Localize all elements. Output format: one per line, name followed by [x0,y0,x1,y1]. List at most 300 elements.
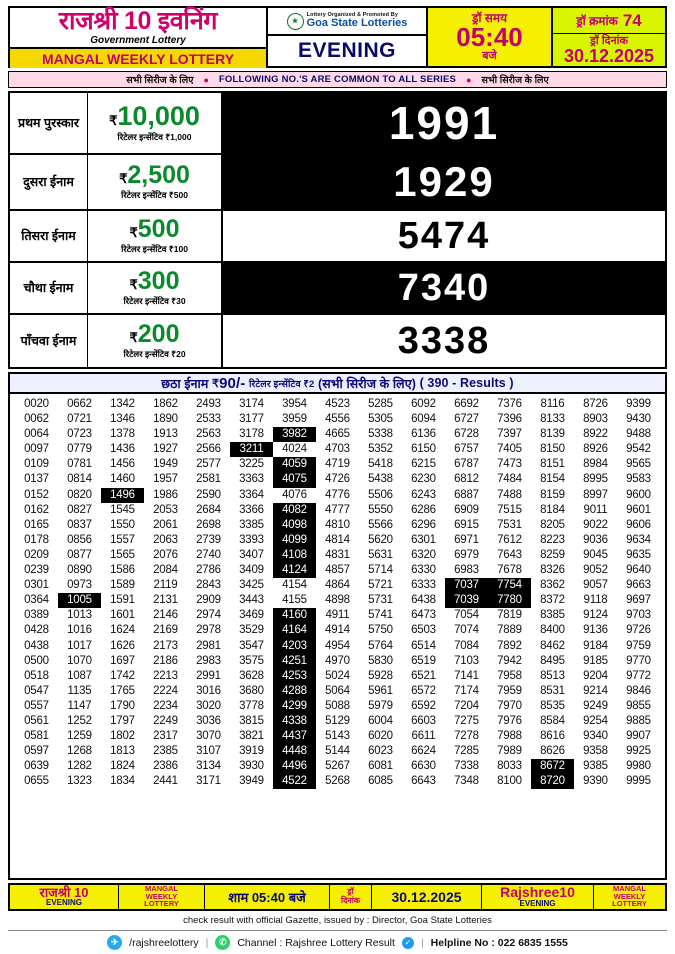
number-cell: 2084 [153,564,178,577]
prize-amount-cell [88,263,223,313]
number-cell: 5721 [368,579,393,592]
number-cell: 4970 [325,654,350,667]
number-cell: 1589 [110,579,135,592]
number-cell: 7488 [497,488,522,501]
number-cell: 8100 [497,775,522,788]
number-cell: 2581 [196,473,221,486]
footer-brand-en-name: Rajshree10 [500,884,575,901]
number-cell: 0152 [24,488,49,501]
prize-label: तिसरा ईनाम [10,211,88,261]
number-cell: 4124 [273,563,316,578]
number-cell: 0097 [24,443,49,456]
prize-row [10,211,665,263]
number-cell: 3959 [282,413,307,426]
number-cell: 2739 [196,533,221,546]
number-cell: 8184 [540,503,565,516]
number-cell: 4251 [273,654,316,669]
number-cell: 5438 [368,473,393,486]
number-cell: 6243 [411,488,436,501]
number-cell: 5731 [368,594,393,607]
number-cell: 0581 [24,730,49,743]
brand-title-sub: Government Lottery [90,35,186,46]
number-cell: 7275 [454,714,479,727]
number-cell: 0877 [67,548,92,561]
number-cell: 8535 [540,699,565,712]
number-cell: 8495 [540,654,565,667]
number-cell: 0364 [24,594,49,607]
number-cell: 5129 [325,714,350,727]
number-cell: 6887 [454,488,479,501]
whatsapp-icon[interactable]: ✆ [215,935,230,950]
number-cell: 1591 [110,594,135,607]
number-cell: 5830 [368,654,393,667]
number-cell: 1742 [110,669,135,682]
number-cell: 9488 [626,428,651,441]
number-cell: 8372 [540,594,565,607]
sixth-prize-label: छठा ईनाम [161,376,209,391]
number-cell: 3407 [239,548,264,561]
number-cell: 1545 [110,503,135,516]
header-brand-block [10,8,268,66]
number-cell: 2493 [196,398,221,410]
draw-time-value: 05:40 [456,21,523,52]
prize-row [10,315,665,367]
number-cell: 0655 [24,775,49,788]
number-cell: 8926 [583,443,608,456]
whatsapp-channel[interactable]: Channel : Rajshree Lottery Result [237,936,395,949]
draw-number-value: 74 [622,10,642,30]
number-cell: 8139 [540,428,565,441]
number-cell: 2577 [196,458,221,471]
number-cell: 5506 [368,488,393,501]
sixth-prize-number-grid [8,394,667,880]
prize-incentive: रिटेलर इन्सेंटिव ₹20 [123,349,186,359]
number-cell: 7959 [497,684,522,697]
number-cell: 3930 [239,760,264,773]
number-cell: 0721 [67,413,92,426]
number-cell: 0428 [24,624,49,637]
number-cell: 4448 [273,744,316,759]
number-cell: 6092 [411,398,436,410]
number-row [15,518,660,533]
number-cell: 4164 [273,623,316,638]
number-cell: 8462 [540,639,565,652]
number-cell: 8726 [583,398,608,410]
number-cell: 5088 [325,699,350,712]
number-cell: 8616 [540,730,565,743]
prize-winning-number: 1929 [223,155,665,209]
number-cell: 8584 [540,714,565,727]
goa-state-seal-icon: ★ [287,13,304,30]
number-cell: 1586 [110,564,135,577]
number-cell: 4160 [273,608,316,623]
number-row [15,699,660,714]
number-cell: 0557 [24,699,49,712]
number-cell: 3949 [239,775,264,788]
number-cell: 5143 [325,730,350,743]
number-cell: 1802 [110,730,135,743]
number-cell: 7037 [445,578,488,593]
number-cell: 6438 [411,594,436,607]
number-cell: 8672 [531,759,574,774]
number-cell: 7405 [497,443,522,456]
number-cell: 3425 [239,579,264,592]
number-cell: 4024 [282,443,307,456]
number-cell: 2213 [153,669,178,682]
number-cell: 0827 [67,503,92,516]
footer-lottery2-l2: WEEKLY [613,891,646,901]
number-cell: 0064 [24,428,49,441]
number-row [15,744,660,759]
draw-info-block [553,8,665,66]
number-cell: 9703 [626,609,651,622]
number-cell: 3680 [239,684,264,697]
prize-row [10,93,665,155]
number-cell: 1282 [67,760,92,773]
number-cell: 7174 [454,684,479,697]
number-cell: 1259 [67,730,92,743]
prize-row [10,155,665,211]
draw-time-suffix: बजे [482,50,497,63]
number-cell: 7643 [497,548,522,561]
number-cell: 2386 [153,760,178,773]
number-cell: 6757 [454,443,479,456]
number-cell: 6979 [454,548,479,561]
prize-amount-cell [88,93,223,153]
organizer-row [268,8,426,36]
number-cell: 6915 [454,518,479,531]
number-cell: 0814 [67,473,92,486]
number-cell: 2131 [153,594,178,607]
draw-date-label: ड्रॉ दिनांक [590,34,628,47]
number-cell: 6004 [368,714,393,727]
number-cell: 4253 [273,669,316,684]
prize-winning-number: 1991 [223,93,665,153]
prize-amount: 2,500 [127,161,190,189]
number-cell: 9634 [626,533,651,546]
number-cell: 3628 [239,669,264,682]
number-cell: 9772 [626,669,651,682]
number-cell: 8223 [540,533,565,546]
number-cell: 8116 [540,398,565,410]
number-cell: 7084 [454,639,479,652]
number-cell: 3821 [239,730,264,743]
footer-lottery-l1: MANGAL [145,884,178,894]
number-cell: 6643 [411,775,436,788]
number-cell: 7612 [497,533,522,546]
number-row [15,759,660,774]
number-cell: 7054 [454,609,479,622]
number-cell: 5550 [368,503,393,516]
number-cell: 2563 [196,428,221,441]
number-cell: 3177 [239,413,264,426]
number-cell: 5741 [368,609,393,622]
number-cell: 6630 [411,760,436,773]
common-bar-left: सभी सिरीज के लिए [126,75,194,86]
number-cell: 2974 [196,609,221,622]
number-cell: 8513 [540,669,565,682]
number-cell: 0020 [24,398,49,410]
number-cell: 6301 [411,533,436,546]
number-cell: 2119 [153,579,178,592]
number-cell: 8922 [583,428,608,441]
number-cell: 6503 [411,624,436,637]
number-cell: 7989 [497,745,522,758]
number-cell: 1557 [110,533,135,546]
number-cell: 0162 [24,503,49,516]
number-cell: 8326 [540,564,565,577]
number-cell: 7976 [497,714,522,727]
number-cell: 4075 [273,472,316,487]
number-cell: 9663 [626,579,651,592]
footer-draw-time: शाम 05:40 बजे [204,885,329,909]
prize-incentive: रिटेलर इन्सेंटिव ₹1,000 [117,132,192,142]
verified-badge-icon: ✓ [402,937,414,949]
number-cell: 0389 [24,609,49,622]
number-cell: 1834 [110,775,135,788]
number-row [15,593,660,608]
number-cell: 3363 [239,473,264,486]
number-row [15,503,660,518]
number-cell: 1927 [153,443,178,456]
number-cell: 4155 [282,594,307,607]
number-cell: 2076 [153,548,178,561]
number-cell: 7278 [454,730,479,743]
common-numbers-bar [8,71,667,88]
telegram-handle[interactable]: /rajshreelottery [129,936,199,949]
number-cell: 9036 [583,533,608,546]
number-cell: 8159 [540,488,565,501]
number-cell: 4098 [273,518,316,533]
number-cell: 2981 [196,639,221,652]
number-cell: 1624 [110,624,135,637]
number-cell: 1824 [110,760,135,773]
sixth-prize-series-note: (सभी सिरीज के लिए) [317,376,417,391]
number-cell: 9185 [583,654,608,667]
number-cell: 5305 [368,413,393,426]
number-cell: 3174 [239,398,264,410]
number-cell: 3016 [196,684,221,697]
brand-title-hindi: राजश्री 10 इवनिंग [58,7,218,35]
number-cell: 4059 [273,457,316,472]
bullet-icon: ● [203,74,209,85]
rupee-icon: ₹ [129,277,138,292]
number-cell: 9583 [626,473,651,486]
number-cell: 6330 [411,564,436,577]
number-cell: 0109 [24,458,49,471]
number-cell: 7473 [497,458,522,471]
number-cell: 4338 [273,714,316,729]
lottery-name: MANGAL WEEKLY LOTTERY [10,47,266,68]
number-cell: 1460 [110,473,135,486]
number-cell: 5338 [368,428,393,441]
footer-draw-date: 30.12.2025 [371,885,481,909]
number-cell: 8033 [497,760,522,773]
number-row [15,548,660,563]
number-cell: 6020 [368,730,393,743]
number-row [15,563,660,578]
gazette-note: check result with official Gazette, issued by : Director, Goa State Lotteries [183,914,492,926]
number-cell: 0561 [24,714,49,727]
number-cell: 9885 [626,714,651,727]
number-cell: 9635 [626,548,651,561]
number-cell: 1436 [110,443,135,456]
number-cell: 6514 [411,639,436,652]
number-row [15,714,660,729]
number-cell: 1697 [110,654,135,667]
number-cell: 6473 [411,609,436,622]
sixth-prize-incentive: रिटेलर इन्सेंटिव ₹2 [248,378,315,390]
number-cell: 5267 [325,760,350,773]
social-bar [8,930,667,950]
number-cell: 4099 [273,533,316,548]
number-cell: 7531 [497,518,522,531]
number-cell: 2786 [196,564,221,577]
number-cell: 3364 [239,488,264,501]
number-cell: 9640 [626,564,651,577]
number-cell: 1496 [101,488,144,503]
number-cell: 7141 [454,669,479,682]
number-cell: 1550 [110,518,135,531]
number-cell: 5620 [368,533,393,546]
number-cell: 0973 [67,579,92,592]
number-cell: 0639 [24,760,49,773]
number-cell: 4154 [282,579,307,592]
number-cell: 1087 [67,669,92,682]
telegram-icon[interactable]: ✈ [107,935,122,950]
number-cell: 2590 [196,488,221,501]
number-cell: 1626 [110,639,135,652]
number-cell: 8720 [531,774,574,789]
helpline-number: Helpline No : 022 6835 1555 [430,936,568,949]
number-cell: 2909 [196,594,221,607]
number-cell: 5064 [325,684,350,697]
number-row [15,654,660,669]
number-cell: 9249 [583,699,608,712]
prize-amount-cell [88,211,223,261]
number-cell: 4864 [325,579,350,592]
number-cell: 0518 [24,669,49,682]
number-cell: 4914 [325,624,350,637]
number-cell: 1147 [67,699,92,712]
number-cell: 0209 [24,548,49,561]
number-cell: 9011 [583,503,608,516]
number-cell: 9124 [583,609,608,622]
number-cell: 4108 [273,548,316,563]
number-cell: 1986 [153,488,178,501]
number-cell: 3211 [230,442,273,457]
number-cell: 6136 [411,428,436,441]
number-cell: 7958 [497,669,522,682]
number-cell: 9136 [583,624,608,637]
number-cell: 5352 [368,443,393,456]
organizer-line1: Lottery Organized & Promoted By [306,12,398,19]
number-cell: 7484 [497,473,522,486]
number-cell: 4831 [325,548,350,561]
number-cell: 7988 [497,730,522,743]
number-cell: 2224 [153,684,178,697]
number-cell: 0062 [24,413,49,426]
number-cell: 6727 [454,413,479,426]
number-cell: 5285 [368,398,393,410]
number-cell: 3409 [239,564,264,577]
number-cell: 0137 [24,473,49,486]
footer-draw-label-l1: ड्रॉ [347,886,354,896]
number-row [15,684,660,699]
number-cell: 3778 [239,699,264,712]
number-cell: 9022 [583,518,608,531]
number-cell: 5024 [325,669,350,682]
number-cell: 9606 [626,518,651,531]
number-cell: 8154 [540,473,565,486]
number-cell: 2234 [153,699,178,712]
number-cell: 5418 [368,458,393,471]
number-cell: 6333 [411,579,436,592]
number-cell: 4665 [325,428,350,441]
number-cell: 9430 [626,413,651,426]
sixth-prize-header [8,372,667,394]
common-bar-right: सभी सिरीज के लिए [481,75,549,86]
footer-lottery-l3: LOTTERY [144,899,179,909]
number-cell: 2146 [153,609,178,622]
number-cell: 4776 [325,488,350,501]
number-row [15,397,660,412]
number-cell: 6983 [454,564,479,577]
number-cell: 4726 [325,473,350,486]
draw-time-label: ड्रॉ समय [471,10,508,25]
number-cell: 9770 [626,654,651,667]
number-cell: 2684 [196,503,221,516]
number-cell: 7376 [497,398,522,410]
number-cell: 1342 [110,398,135,410]
number-cell: 5961 [368,684,393,697]
prize-table [8,91,667,369]
number-cell: 9358 [583,745,608,758]
number-cell: 2441 [153,775,178,788]
draw-session-label: EVENING [297,39,397,62]
number-cell: 9565 [626,458,651,471]
number-cell: 7204 [454,699,479,712]
common-bar-middle: FOLLOWING NO.'S ARE COMMON TO ALL SERIES [218,74,457,85]
number-cell: 6023 [368,745,393,758]
number-cell: 6094 [411,413,436,426]
number-cell: 8205 [540,518,565,531]
number-cell: 0547 [24,684,49,697]
number-row [15,427,660,442]
number-cell: 7348 [454,775,479,788]
number-cell: 9340 [583,730,608,743]
divider: | [205,936,209,949]
number-row [15,623,660,638]
number-cell: 6519 [411,654,436,667]
draw-number-label: ड्रॉ क्रमांक [576,14,618,29]
number-cell: 4719 [325,458,350,471]
number-cell: 1070 [67,654,92,667]
number-row [15,578,660,593]
number-cell: 6787 [454,458,479,471]
number-cell: 9907 [626,730,651,743]
footer-lottery-name-2 [593,885,665,909]
number-cell: 5714 [368,564,393,577]
sixth-prize-amount: 90/- [219,374,246,392]
number-cell: 2249 [153,714,178,727]
number-cell: 5764 [368,639,393,652]
number-cell: 5631 [368,548,393,561]
number-cell: 8903 [583,413,608,426]
prize-incentive: रिटेलर इन्सेंटिव ₹500 [121,190,188,200]
number-cell: 7889 [497,624,522,637]
number-row [15,669,660,684]
